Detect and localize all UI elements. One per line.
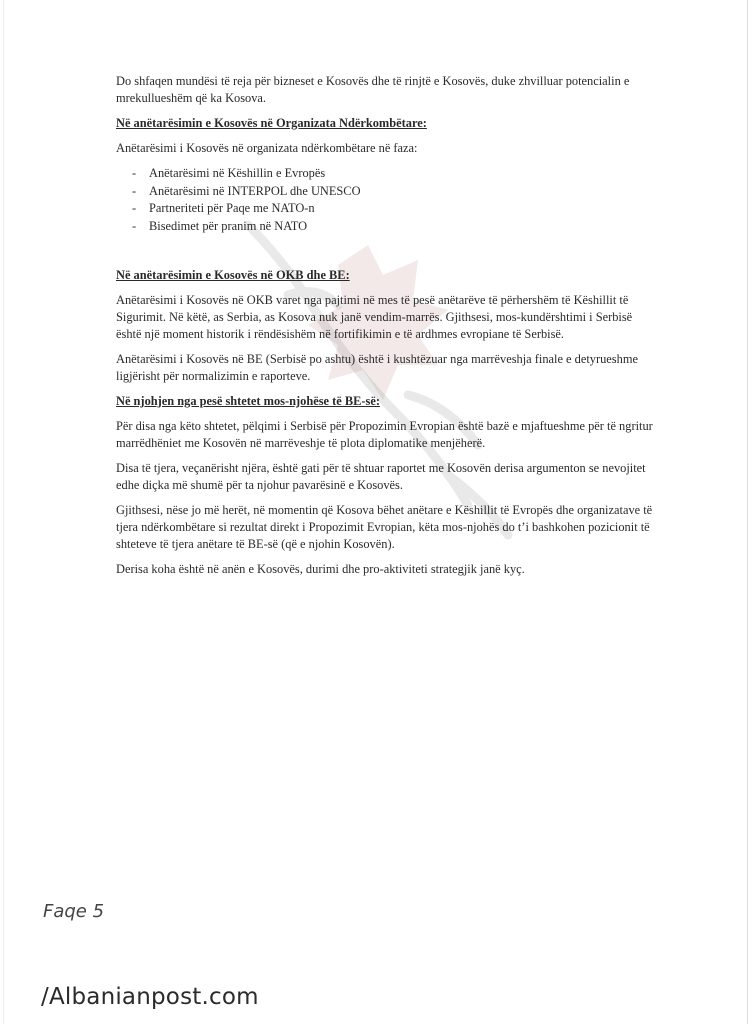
section-heading-recognition: Në njohjen nga pesë shtetet mos-njohëse të BE-së: [116,394,380,408]
section-spacer [116,243,656,267]
un-membership-paragraph: Anëtarësimi i Kosovës në OKB varet nga pajtimi në mes të pesë anëtarëve të përhershëm të Këshillit të Sigurimit. Në këtë, as Serbia, as Kosova nuk janë vendim-marrës. Gjithsesi, mos-kundërshtimi i Serbisë është një moment historik i rëndësishëm në fortifikimin e të ardhmes evropiane të Serbisë. [116,293,633,341]
list-item [132,183,656,201]
recognition-paragraph-3: Gjithsesi, nëse jo më herët, në momentin që Kosova bëhet anëtare e Këshillit të Evropës dhe organizatave të tjera ndërkombëtare si rezultat direkt i Propozimit Evropian, këta mos-njohës do t’i bashkohen pozicionit të shteteve të tjera anëtare të BE-së (që e njohin Kosovën). [116,503,653,551]
list-item [132,200,656,218]
recognition-paragraph-2: Disa të tjera, veçanërisht njëra, është gati për të shtuar raportet me Kosovën derisa argumenton se nevojitet edhe diçka më shumë për ta njohur pavarësinë e Kosovës. [116,461,646,492]
document-body [116,73,656,586]
page-edge-left [3,0,4,1024]
source-credit: /Albanianpost.com [41,984,259,1010]
page-edge-right [747,0,748,1024]
section-heading-un-eu: Në anëtarësimin e Kosovës në OKB dhe BE: [116,268,350,282]
list-item-text: Bisedimet për pranim në NATO [149,218,308,233]
section-heading-organizations: Në anëtarësimin e Kosovës në Organizata Ndërkombëtare: [116,116,427,130]
list-item [132,218,656,236]
recognition-paragraph-1: Për disa nga këto shtetet, pëlqimi i Serbisë për Propozimin Evropian është bazë e mjaftueshme për të ngritur marrëdhëniet me Kosovën në marrëveshje të plota diplomatike menjëherë. [116,419,653,450]
organizations-lead-paragraph: Anëtarësimi i Kosovës në organizata ndërkombëtare në faza: [116,141,418,155]
list-item [132,165,656,183]
list-item-text: Partneriteti për Paqe me NATO-n [149,201,315,215]
recognition-paragraph-4: Derisa koha është në anën e Kosovës, durimi dhe pro-aktiviteti strategjik janë kyç. [116,562,525,576]
page-number: Faqe 5 [43,901,105,922]
intro-paragraph: Do shfaqen mundësi të reja për bizneset e Kosovës dhe të rinjtë e Kosovës, duke zhvilluar potencialin e mrekullueshëm që ka Kosova. [116,74,630,105]
list-item-text: Anëtarësimi në INTERPOL dhe UNESCO [149,183,361,198]
list-item-text: Anëtarësimi në Këshillin e Evropës [149,166,326,180]
bullet-dash: - [132,183,137,198]
bullet-dash: - [132,166,137,180]
membership-phases-list [116,165,656,235]
eu-membership-paragraph: Anëtarësimi i Kosovës në BE (Serbisë po ashtu) është i kushtëzuar nga marrëveshja finale e detyrueshme ligjërisht për normalizimin e raporteve. [116,352,638,383]
bullet-dash: - [132,201,137,215]
bullet-dash: - [132,218,137,233]
